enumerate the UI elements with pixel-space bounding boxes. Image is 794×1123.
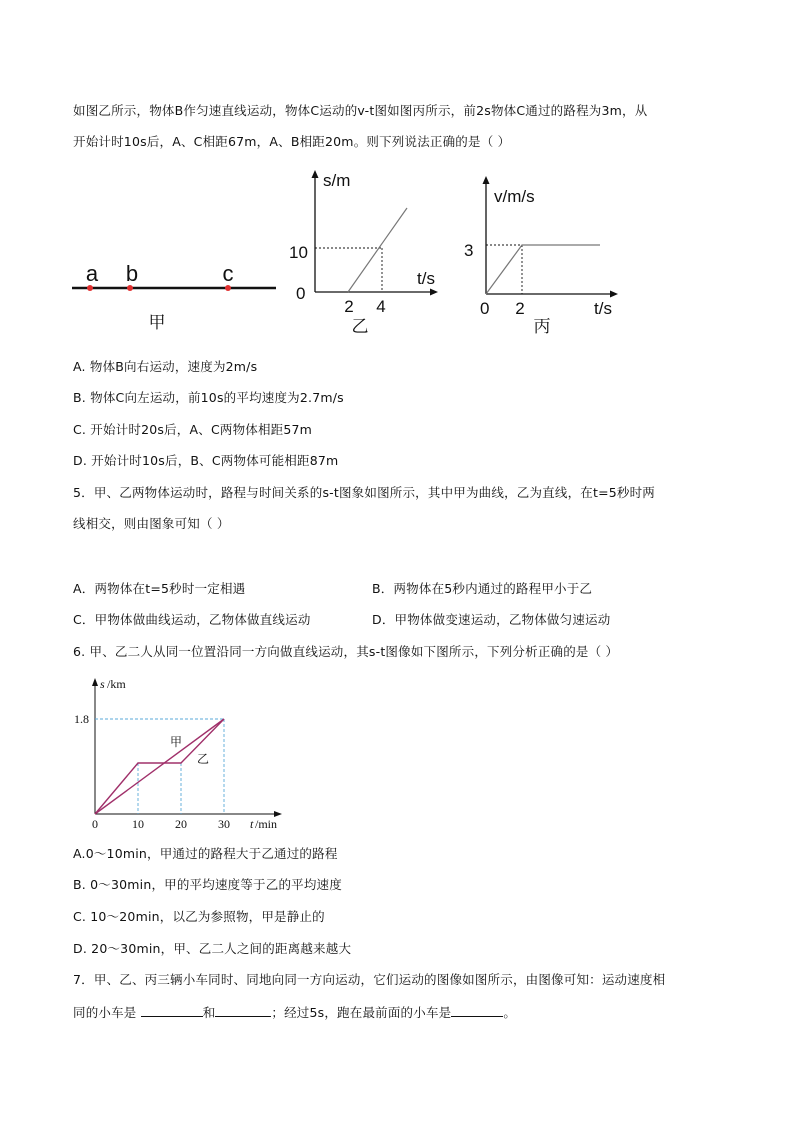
figure-bing-caption: 丙 (533, 317, 551, 336)
figure-q6 (70, 672, 310, 837)
q6-x-tick-30: 30 (218, 817, 230, 831)
figure-jia (70, 250, 280, 330)
q7-stem-line2 (73, 1004, 516, 1021)
q6-option-a: A.0～10min，甲通过的路程大于乙通过的路程 (73, 846, 338, 861)
yi-x-axis-label: t/s (417, 269, 435, 288)
q6-x-tick-10: 10 (132, 817, 144, 831)
q6-x-label-t: t (250, 817, 254, 831)
bing-x-tick-2: 2 (515, 299, 525, 318)
q5-option-b: B．两物体在5秒内通过的路程甲小于乙 (372, 581, 593, 596)
q6-option-b: B. 0～30min，甲的平均速度等于乙的平均速度 (73, 877, 342, 892)
q6-y-label-s: s (100, 677, 105, 691)
q7-text-c: ；经过5s，跑在最前面的小车是 (271, 1005, 452, 1020)
q6-label-yi: 乙 (197, 752, 210, 766)
q6-stem: 6. 甲、乙二人从同一位置沿同一方向做直线运动，其s-t图像如下图所示，下列分析正确的是（ ） (73, 644, 619, 659)
q7-blank-1[interactable] (141, 1004, 203, 1017)
q6-x-tick-20: 20 (175, 817, 187, 831)
q4-option-d: D. 开始计时10s后，B、C两物体可能相距87m (73, 453, 339, 468)
bing-y-tick-3: 3 (464, 241, 474, 260)
q7-text-d: 。 (503, 1005, 517, 1020)
q7-text-b: 和 (202, 1005, 216, 1020)
yi-origin: 0 (296, 284, 306, 303)
q5-stem-line2: 线相交，则由图象可知（ ） (73, 516, 230, 531)
figure-yi-caption: 乙 (351, 317, 369, 336)
q7-blank-3[interactable] (451, 1004, 503, 1017)
q4-stem-line1: 如图乙所示，物体B作匀速直线运动，物体C运动的v-t图如图丙所示，前2s物体C通过的路程为3m，从 (73, 103, 648, 118)
yi-x-tick-4: 4 (376, 297, 386, 316)
point-a-label: a (85, 261, 99, 286)
bing-y-axis-label: v/m/s (494, 187, 535, 206)
q7-stem-line1: 7．甲、乙、丙三辆小车同时、同地向同一方向运动，它们运动的图像如图所示，由图像可知：运动速度相 (73, 972, 666, 987)
q4-option-c: C. 开始计时20s后，A、C两物体相距57m (73, 422, 313, 437)
figure-jia-caption: 甲 (148, 313, 166, 332)
q6-series-yi (95, 719, 224, 814)
q4-stem-line2: 开始计时10s后，A、C相距67m，A、B相距20m。则下列说法正确的是（ ） (73, 134, 511, 149)
q6-origin: 0 (92, 817, 98, 831)
yi-x-tick-2: 2 (344, 297, 354, 316)
q7-text-a: 同的小车是 (73, 1005, 141, 1020)
point-b-label: b (125, 261, 139, 286)
yi-y-tick-10: 10 (289, 243, 308, 262)
q6-option-d: D. 20～30min，甲、乙二人之间的距离越来越大 (73, 941, 352, 956)
q6-option-c: C. 10～20min，以乙为参照物，甲是静止的 (73, 909, 325, 924)
figure-bing (460, 168, 630, 338)
q6-y-tick-1-8: 1.8 (74, 712, 89, 726)
point-c-label: c (222, 261, 234, 286)
q5-option-c: C．甲物体做曲线运动，乙物体做直线运动 (73, 612, 311, 627)
yi-y-axis-label: s/m (323, 171, 351, 190)
q4-option-a: A. 物体B向右运动，速度为2m/s (73, 359, 258, 374)
q6-x-label-unit: /min (255, 817, 278, 831)
figure-yi (285, 168, 445, 338)
bing-origin: 0 (480, 299, 490, 318)
q6-label-jia: 甲 (170, 735, 183, 749)
q5-option-a: A．两物体在t=5秒时一定相遇 (73, 581, 246, 596)
q5-option-d: D．甲物体做变速运动，乙物体做匀速运动 (372, 612, 611, 627)
bing-v-t-line (486, 245, 600, 294)
q5-stem-line1: 5．甲、乙两物体运动时，路程与时间关系的s-t图象如图所示，其中甲为曲线，乙为直线，在t=5秒时两 (73, 485, 656, 500)
q7-blank-2[interactable] (215, 1004, 271, 1017)
yi-s-t-line (348, 208, 407, 292)
q4-option-b: B. 物体C向左运动，前10s的平均速度为2.7m/s (73, 390, 344, 405)
q6-y-label-unit: /km (107, 677, 126, 691)
bing-x-axis-label: t/s (594, 299, 612, 318)
